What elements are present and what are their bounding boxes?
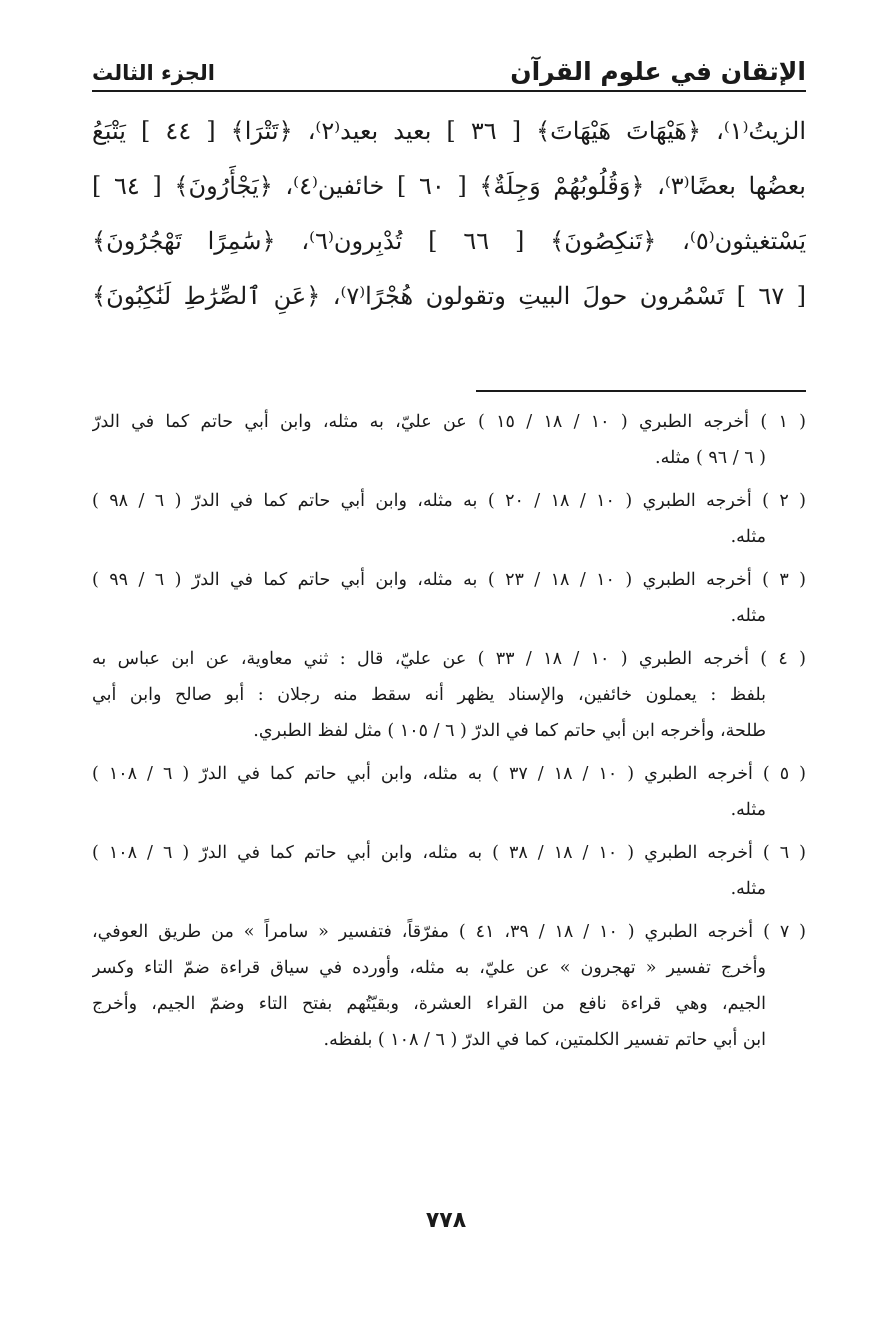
- footnote-4: [92, 641, 806, 749]
- footnote-line: بلفظ : يعملون خائفين، والإسناد يظهر أنه سقط منه رجلان : أبو صالح وابن أبي: [92, 685, 766, 705]
- footnotes: [92, 404, 806, 1065]
- footnote-line: ( ٣ ) أخرجه الطبري ( ١٠ / ١٨ / ٢٣ ) به مثله، وابن أبي حاتم كما في الدرّ ( ٦ / ٩٩ ): [92, 570, 806, 590]
- main-text-line: الزيتُ⁽١⁾، ﴿هَيْهَاتَ هَيْهَاتَ﴾ [ ٣٦ ] بعيد بعيد⁽٢⁾، ﴿تَتْرَا﴾ [ ٤٤ ] يَتْبَعُ: [92, 117, 806, 145]
- main-text: [92, 104, 806, 324]
- footnote-5: [92, 756, 806, 828]
- main-text-line: [ ٦٧ ] تَسْمُرون حولَ البيتِ وتقولون هُجْرًا⁽٧⁾، ﴿عَنِ ٱلصِّرَٰطِ لَنَٰكِبُونَ﴾: [92, 282, 806, 310]
- running-header: [92, 36, 806, 92]
- main-text-line: بعضُها بعضًا⁽٣⁾، ﴿وَقُلُوبُهُمْ وَجِلَةٌ﴾ [ ٦٠ ] خائفين⁽٤⁾، ﴿يَجْأَرُونَ﴾ [ ٦٤ ]: [92, 172, 806, 200]
- page-number: ٧٧٨: [425, 1208, 467, 1233]
- footnote-line: الجيم، وهي قراءة نافع من القراء العشرة، وبقيّتُهم بفتح التاء وضمّ الجيم، وأخرج: [92, 994, 766, 1014]
- footnote-line: ( ٦ / ٩٦ ) مثله.: [655, 448, 766, 468]
- footnote-line: مثله.: [730, 606, 766, 626]
- footnote-7: [92, 914, 806, 1058]
- footnote-6: [92, 835, 806, 907]
- footnote-line: مثله.: [730, 879, 766, 899]
- footnote-line: مثله.: [730, 800, 766, 820]
- footnote-line: ( ٥ ) أخرجه الطبري ( ١٠ / ١٨ / ٣٧ ) به مثله، وابن أبي حاتم كما في الدرّ ( ٦ / ١٠٨ ): [92, 764, 806, 784]
- footnote-line: ( ٦ ) أخرجه الطبري ( ١٠ / ١٨ / ٣٨ ) به مثله، وابن أبي حاتم كما في الدرّ ( ٦ / ١٠٨ ): [92, 843, 806, 863]
- footnote-line: مثله.: [730, 527, 766, 547]
- footnote-line: ( ٢ ) أخرجه الطبري ( ١٠ / ١٨ / ٢٠ ) به مثله، وابن أبي حاتم كما في الدرّ ( ٦ / ٩٨ ): [92, 491, 806, 511]
- footnote-separator: [476, 390, 806, 392]
- footnote-line: طلحة، وأخرجه ابن أبي حاتم كما في الدرّ ( ٦ / ١٠٥ ) مثل لفظ الطبري.: [253, 721, 766, 741]
- footnote-line: وأخرج تفسير « تهجرون » عن عليّ، به مثله، وأورده في سياق قراءة ضمّ التاء وكسر: [92, 958, 766, 978]
- footnote-line: ابن أبي حاتم تفسير الكلمتين، كما في الدرّ ( ٦ / ١٠٨ ) بلفظه.: [323, 1030, 766, 1050]
- footnote-line: ( ١ ) أخرجه الطبري ( ١٠ / ١٨ / ١٥ ) عن عليّ، به مثله، وابن أبي حاتم كما في الدرّ: [92, 412, 806, 432]
- footnote-3: [92, 562, 806, 634]
- volume-label: الجزء الثالث: [92, 61, 215, 85]
- main-text-line: يَسْتغيثون⁽٥⁾، ﴿تَنكِصُونَ﴾ [ ٦٦ ] تُدْبِرون⁽٦⁾، ﴿سَٰمِرًا تَهْجُرُونَ﴾: [92, 227, 806, 255]
- footnote-1: [92, 404, 806, 476]
- book-title: الإتقان في علوم القرآن: [510, 57, 806, 86]
- footnote-2: [92, 483, 806, 555]
- footnote-line: ( ٧ ) أخرجه الطبري ( ١٠ / ١٨ / ٣٩، ٤١ ) مفرّقاً، فتفسير « سامراً » من طريق العوفي،: [92, 922, 806, 942]
- footnote-line: ( ٤ ) أخرجه الطبري ( ١٠ / ١٨ / ٣٣ ) عن عليّ، قال : ثني معاوية، عن ابن عباس به: [92, 649, 806, 669]
